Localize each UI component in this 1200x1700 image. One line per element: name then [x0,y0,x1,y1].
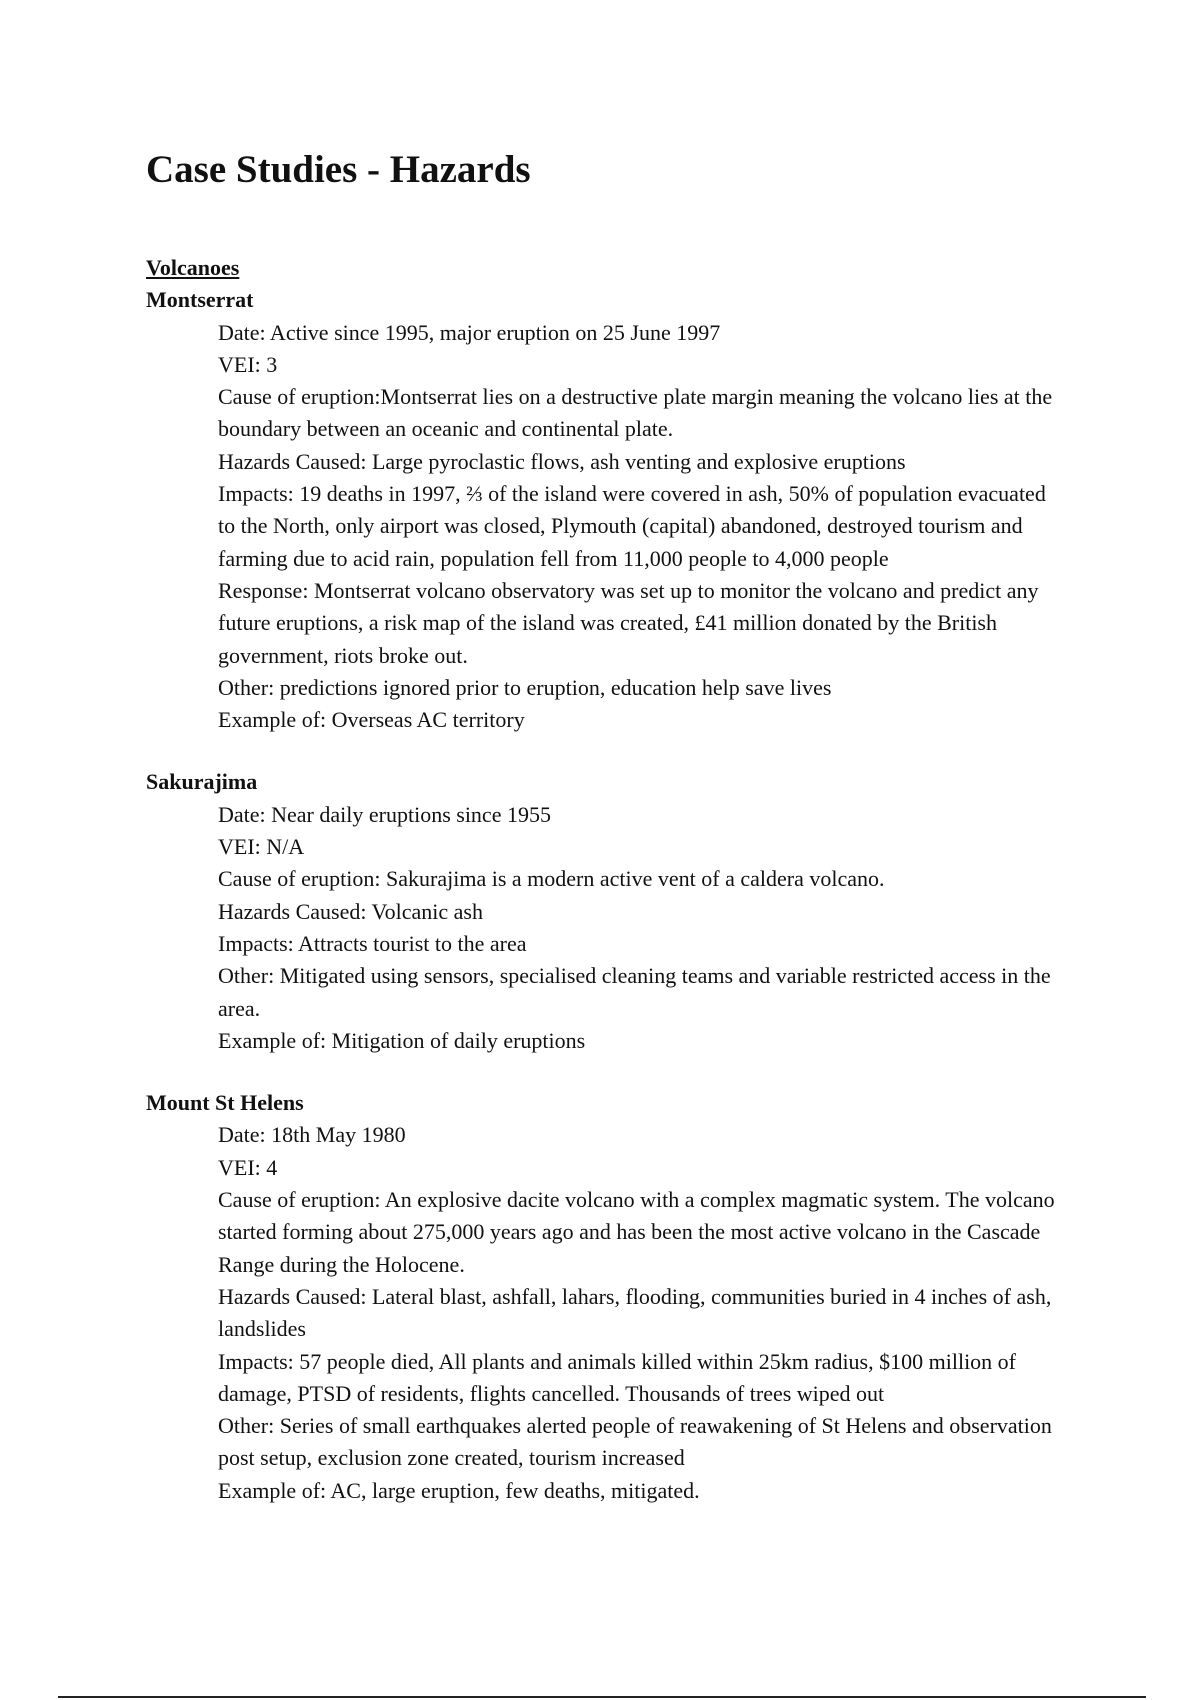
detail-date: Date: Near daily eruptions since 1955 [218,801,551,827]
case-study-sakurajima [146,766,1066,1057]
detail-response: Response: Montserrat volcano observatory was set up to monitor the volcano and predict any future eruptions, a risk map of the island was created, £41 million donated by the British government, riots broke out. [218,577,1039,668]
detail-cause: Cause of eruption: Sakurajima is a modern active vent of a caldera volcano. [218,866,885,892]
case-study-details [218,1119,1068,1507]
case-study-title: Sakurajima [146,769,258,795]
detail-other: Other: predictions ignored prior to eruption, education help save lives [218,674,832,700]
detail-vei: VEI: N/A [218,834,305,860]
detail-impacts: Impacts: 57 people died, All plants and animals killed within 25km radius, $100 million of damage, PTSD of residents, flights cancelled. Thousands of trees wiped out [218,1348,1017,1406]
detail-impacts: Impacts: 19 deaths in 1997, ⅔ of the island were covered in ash, 50% of population evacuated to the North, only airport was closed, Plymouth (capital) abandoned, destroyed tourism and farming due to acid rain, population fell from 11,000 people to 4,000 people [218,481,1046,571]
document-title: Case Studies - Hazards [146,148,531,191]
detail-example: Example of: Mitigation of daily eruptions [218,1027,586,1053]
case-study-montserrat [146,284,1066,736]
case-study-title: Mount St Helens [146,1090,304,1116]
case-study-title: Montserrat [146,287,254,313]
detail-impacts: Impacts: Attracts tourist to the area [218,930,527,956]
detail-other: Other: Mitigated using sensors, specialised cleaning teams and variable restricted access in the area. [218,963,1051,1021]
detail-vei: VEI: 3 [218,351,278,377]
page-divider [58,1696,1146,1698]
detail-example: Example of: Overseas AC territory [218,707,525,733]
detail-other: Other: Series of small earthquakes alerted people of reawakening of St Helens and observation post setup, exclusion zone created, tourism increased [218,1413,1052,1471]
detail-cause: Cause of eruption: An explosive dacite volcano with a complex magmatic system. The volcano started forming about 275,000 years ago and has been the most active volcano in the Cascade Range during the Holocene. [218,1187,1055,1277]
detail-cause: Cause of eruption:Montserrat lies on a destructive plate margin meaning the volcano lies at the boundary between an oceanic and continental plate. [218,384,1053,442]
case-study-details [218,799,1068,1057]
detail-hazards: Hazards Caused: Large pyroclastic flows, ash venting and explosive eruptions [218,448,906,474]
document-body [146,252,1066,1507]
case-study-details [218,317,1068,737]
detail-example: Example of: AC, large eruption, few deaths, mitigated. [218,1477,700,1503]
section-heading-volcanoes: Volcanoes [146,255,240,280]
detail-vei: VEI: 4 [218,1154,278,1180]
detail-date: Date: Active since 1995, major eruption on 25 June 1997 [218,319,721,345]
detail-hazards: Hazards Caused: Lateral blast, ashfall, lahars, flooding, communities buried in 4 inches of ash, landslides [218,1283,1052,1342]
detail-hazards: Hazards Caused: Volcanic ash [218,898,483,924]
detail-date: Date: 18th May 1980 [218,1122,406,1148]
case-study-mount-st-helens [146,1087,1066,1507]
